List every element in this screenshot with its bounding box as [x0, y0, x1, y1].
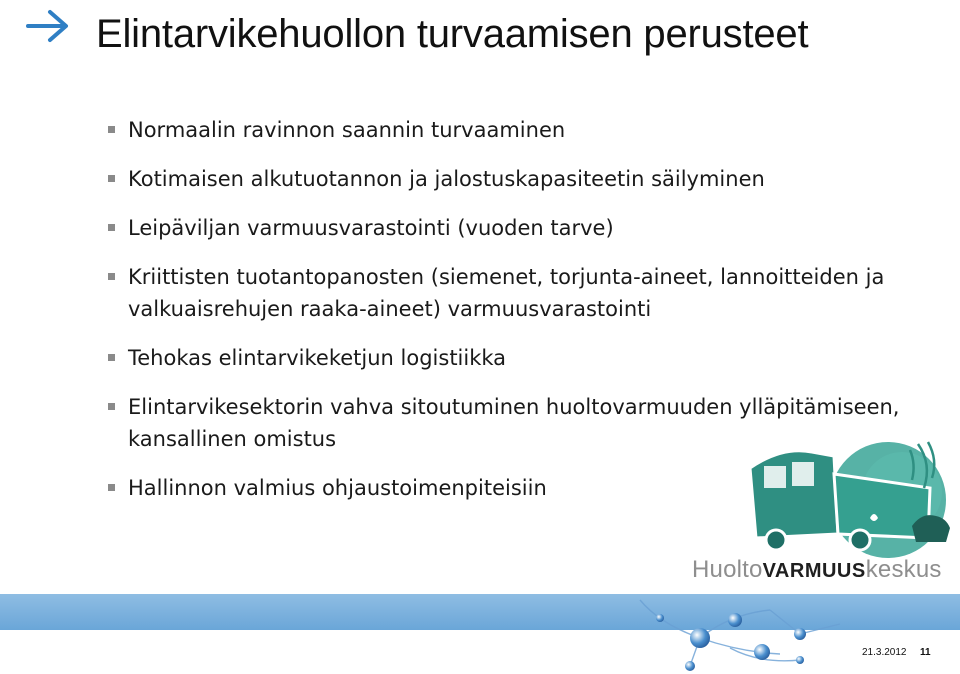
bullet-item: Kotimaisen alkutuotannon ja jalostuskapasiteetin säilyminen [104, 163, 924, 195]
bullet-square-icon [108, 126, 115, 133]
bullet-item: Elintarvikesektorin vahva sitoutuminen huoltovarmuuden ylläpitämiseen, kansallinen omistus [104, 391, 924, 455]
bullet-square-icon [108, 273, 115, 280]
page-number: 11 [920, 647, 931, 658]
bullet-item: Normaalin ravinnon saannin turvaaminen [104, 114, 924, 146]
bullet-square-icon [108, 175, 115, 182]
organization-logo-text: HuoltoVARMUUSkeskus [692, 556, 942, 583]
bullet-item: Hallinnon valmius ohjaustoimenpiteisiin [104, 472, 924, 504]
bullet-item: Tehokas elintarvikeketjun logistiikka [104, 342, 924, 374]
bullet-square-icon [108, 403, 115, 410]
truck-and-nature-logo-icon [742, 434, 954, 560]
footer-network-band [0, 594, 960, 674]
slide-title: Elintarvikehuollon turvaamisen perusteet [96, 12, 809, 56]
arrow-right-icon [22, 6, 74, 46]
bullet-square-icon [108, 354, 115, 361]
bullet-square-icon [108, 484, 115, 491]
bullet-item: Kriittisten tuotantopanosten (siemenet, torjunta-aineet, lannoitteiden ja valkuaisrehujen raaka-aineet) varmuusvarastointi [104, 261, 924, 325]
footer-date: 21.3.2012 [862, 647, 907, 658]
bullet-square-icon [108, 224, 115, 231]
bullet-item: Leipäviljan varmuusvarastointi (vuoden tarve) [104, 212, 924, 244]
